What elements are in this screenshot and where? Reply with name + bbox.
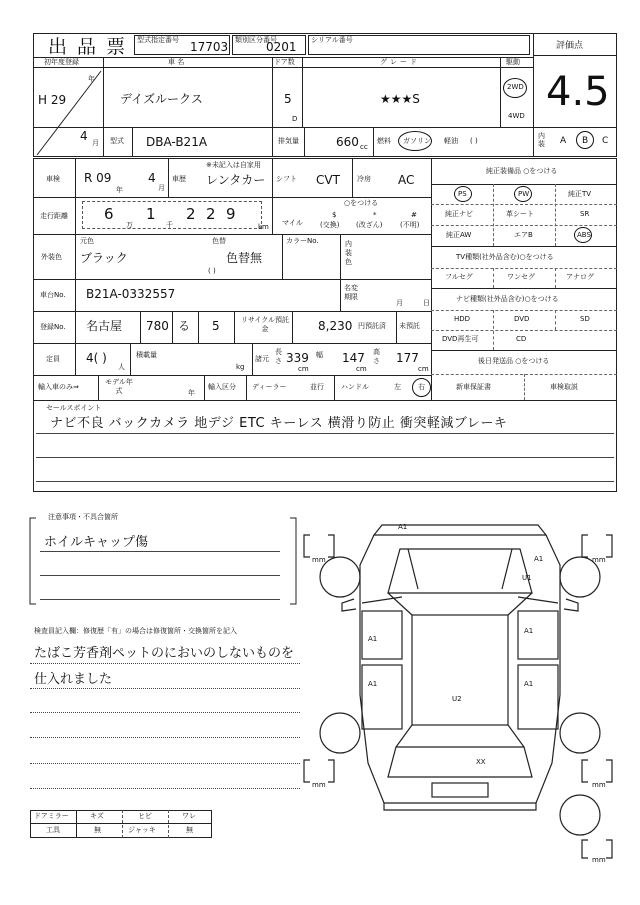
name-label: 車 名: [168, 58, 185, 66]
fuel-label: 燃料: [377, 137, 391, 145]
item-scratch: キズ: [90, 812, 104, 820]
ac-label: 冷房: [357, 175, 371, 183]
height-label: 高さ: [373, 348, 380, 365]
door-count: 5: [284, 92, 292, 106]
chassis-month: 月: [396, 299, 403, 307]
mileage-exchange: (交換): [320, 221, 340, 229]
item-crack: ヒビ: [138, 812, 152, 820]
fuel-gasoline: ガソリン: [403, 137, 431, 145]
ship-title: 後日発送品 ○をつける: [478, 357, 550, 365]
history-note: ※未記入は自家用: [206, 161, 261, 169]
mileage-man: 万: [126, 221, 133, 229]
score-label: 評価点: [556, 41, 584, 51]
doors-label: ドア数: [274, 58, 295, 66]
form-title: 出 品 票: [48, 36, 128, 58]
capacity-label: 定員: [46, 355, 60, 363]
interior-c: C: [602, 136, 609, 146]
mm-rear-left: mm: [312, 781, 326, 789]
equip-ps: PS: [458, 190, 467, 198]
model-spec-label: 型式指定番号: [137, 36, 179, 44]
mm-front-left: mm: [312, 556, 326, 564]
interior-label: 内装: [538, 132, 545, 148]
handle-right: 右: [418, 383, 425, 391]
tv-oneseg: ワンセグ: [507, 273, 535, 281]
model-label: 型式: [110, 137, 124, 145]
cc-unit: cc: [360, 143, 368, 151]
first-reg-label: 初年度登録: [44, 58, 79, 66]
tv-fullseg: フルセグ: [445, 273, 473, 281]
color-no-label: カラーNo.: [286, 237, 319, 245]
navi-dvd: DVD: [514, 315, 530, 323]
mileage-dollar: $: [332, 211, 337, 219]
item-tools-none: 無: [94, 826, 101, 834]
dealer-option: ディーラー: [252, 383, 287, 391]
mark-xx: XX: [476, 758, 486, 766]
equip-aw: 純正AW: [446, 231, 472, 239]
mark-a1-right-fender: A1: [534, 555, 544, 563]
handle-left: 左: [394, 383, 401, 391]
len-cm: cm: [298, 365, 309, 373]
mileage-unknown: (不明): [400, 221, 420, 229]
handle-right-circle: [412, 378, 431, 397]
item-jack: ジャッキ: [128, 826, 156, 834]
model-year-label: モデル年式: [105, 378, 133, 395]
mileage-km: km: [258, 223, 269, 231]
height-value: 177: [396, 351, 419, 365]
mileage-star: *: [373, 211, 377, 219]
fuel-gasoline-circle: [398, 131, 432, 151]
mileage-d1: 6: [104, 205, 114, 223]
reg-area: 名古屋: [86, 319, 123, 333]
mileage-d2: 1: [146, 205, 156, 223]
name-change-label: 名変期限: [344, 284, 358, 301]
inspection-month: 4: [148, 171, 156, 185]
equip-tv: 純正TV: [568, 190, 592, 198]
sales-label: セールスポイント: [46, 404, 102, 412]
inspection-year-unit: 年: [116, 186, 123, 194]
mileage-mile: マイル: [282, 219, 303, 227]
mark-a1-right-front: A1: [524, 627, 534, 635]
change-value: 色替無: [226, 251, 263, 265]
recycle-label: リサイクル預託金: [240, 316, 290, 333]
reg-number: 5: [212, 319, 220, 333]
mileage-hash: #: [411, 211, 417, 219]
import-year-unit: 年: [188, 389, 195, 397]
change-paren: ( ): [208, 267, 216, 275]
dim-label: 諸元: [255, 355, 269, 363]
equip-ps-circle: [454, 186, 472, 202]
interior-a: A: [560, 136, 567, 146]
inspector-line1: たばこ芳香剤ペットのにおいのしないものを: [34, 646, 295, 661]
month-unit: 月: [92, 139, 99, 147]
car-diagram: [300, 505, 620, 870]
item-mirror: ドアミラー: [34, 812, 69, 820]
registration-label: 登録No.: [40, 323, 66, 331]
parallel-option: 並行: [310, 383, 324, 391]
first-reg-year: H 29: [38, 93, 67, 107]
ship-manual: 車検取説: [550, 383, 578, 391]
width-cm: cm: [356, 365, 367, 373]
color-label: 外装色: [41, 253, 62, 261]
model-spec-no: 17703: [190, 40, 229, 54]
equip-leather: 革シート: [506, 210, 534, 218]
import-label: 輸入車のみ⇒: [38, 383, 79, 391]
height-cm: cm: [418, 365, 429, 373]
mark-u2: U2: [452, 695, 462, 703]
fuel-diesel: 軽油: [444, 137, 458, 145]
year-unit: 年: [88, 75, 95, 83]
ac-value: AC: [398, 173, 415, 187]
reg-class: 780: [146, 319, 169, 333]
interior-b: B: [582, 136, 589, 146]
mileage-d3: 2: [186, 205, 196, 223]
drive-2wd-circle: [503, 78, 527, 98]
chassis-value: B21A-0332557: [86, 287, 176, 301]
interior-b-circle: [576, 131, 594, 149]
mm-front-right: mm: [592, 556, 606, 564]
inspection-era: R 09: [84, 171, 112, 185]
reg-kana: る: [178, 319, 191, 333]
navi-sd: SD: [580, 315, 590, 323]
orig-color-value: ブラック: [80, 251, 128, 265]
history-value: レンタカー: [206, 173, 266, 187]
displacement-label: 排気量: [278, 137, 299, 145]
mileage-tampered: (改ざん): [356, 221, 383, 229]
inspection-label: 車検: [46, 175, 60, 183]
door-type: D: [292, 115, 298, 123]
displacement-value: 660: [336, 135, 359, 149]
equip-airbag: エアB: [514, 231, 533, 239]
navi-title: ナビ種類(社外品含む)○をつける: [456, 295, 559, 303]
navi-cd: CD: [516, 335, 527, 343]
mileage-d4: 2: [206, 205, 216, 223]
notes-line1: ホイルキャップ傷: [44, 535, 149, 550]
shift-value: CVT: [316, 173, 340, 187]
item-break: ワレ: [182, 812, 196, 820]
history-label: 車歴: [172, 175, 186, 183]
mileage-label: 走行距離: [40, 212, 68, 220]
class-no: 0201: [266, 40, 297, 54]
mark-a1-left-front: A1: [368, 635, 378, 643]
width-label: 幅: [316, 351, 323, 359]
orig-color-label: 元色: [80, 237, 94, 245]
capacity-unit: 人: [118, 363, 125, 371]
shift-label: シフト: [276, 175, 297, 183]
fuel-paren: ( ): [470, 137, 478, 145]
notes-label: 注意事項・不具合箇所: [48, 513, 118, 521]
inspector-label: 検査員記入欄：修復歴「有」の場合は修復箇所・交換箇所を記入: [34, 627, 237, 635]
grade-label: グレード: [380, 58, 420, 66]
equip-pw: PW: [518, 190, 530, 198]
model-value: DBA-B21A: [146, 135, 208, 149]
tv-analog: アナログ: [566, 273, 594, 281]
serial-label: シリアル番号: [311, 36, 353, 44]
grade-value: ★★★S: [380, 92, 420, 106]
equip-title: 純正装備品 ○をつける: [486, 167, 558, 175]
item-jack-none: 無: [186, 826, 193, 834]
import-class-label: 輸入区分: [208, 383, 236, 391]
inspection-month-unit: 月: [158, 184, 165, 192]
load-label: 積載量: [136, 351, 157, 359]
score-value: 4.5: [546, 69, 610, 115]
class-label: 類別区分番号: [235, 36, 277, 44]
equip-navi: 純正ナビ: [445, 210, 473, 218]
tv-title: TV種類(社外品含む)○をつける: [456, 253, 554, 261]
load-unit: kg: [236, 363, 245, 371]
inspector-line2: 仕入れました: [34, 672, 113, 687]
interior-color-label: 内装色: [345, 240, 352, 266]
equip-pw-circle: [514, 186, 532, 202]
chassis-label: 車台No.: [40, 291, 66, 299]
len-value: 339: [286, 351, 309, 365]
navi-dvd-play: DVD再生可: [442, 335, 479, 343]
drive-label: 駆動: [506, 58, 520, 66]
drive-2wd: 2WD: [507, 83, 524, 91]
mileage-d5: 9: [226, 205, 236, 223]
recycle-value: 8,230: [318, 319, 353, 333]
mark-a1-left-rear: A1: [368, 680, 378, 688]
ship-warranty: 新車保証書: [456, 383, 491, 391]
sales-text: ナビ不良 バックカメラ 地デジ ETC キーレス 横滑り防止 衝突軽減ブレーキ: [50, 416, 508, 431]
recycle-status: 未預託: [399, 322, 420, 330]
mark-a1-right-rear: A1: [524, 680, 534, 688]
capacity-value: 4( ): [86, 351, 107, 365]
chassis-day: 日: [423, 299, 430, 307]
mm-rear-right: mm: [592, 781, 606, 789]
item-tools: 工具: [46, 826, 60, 834]
mm-spare: mm: [592, 856, 606, 864]
first-reg-month: 4: [80, 129, 88, 143]
len-label: 長さ: [275, 348, 282, 365]
mileage-sen: 千: [166, 221, 173, 229]
drive-4wd: 4WD: [508, 112, 525, 120]
recycle-unit: 円預託済: [358, 322, 386, 330]
mark-u1: U1: [522, 574, 532, 582]
equip-abs: ABS: [577, 231, 591, 239]
width-value: 147: [342, 351, 365, 365]
equip-sr: SR: [580, 210, 590, 218]
car-name: デイズルークス: [120, 92, 203, 106]
mark-a1-top: A1: [398, 523, 408, 531]
change-label: 色替: [212, 237, 226, 245]
navi-hdd: HDD: [454, 315, 471, 323]
equip-abs-circle: [574, 227, 592, 243]
handle-label: ハンドル: [341, 383, 369, 391]
notes-bracket: [28, 513, 300, 608]
mileage-note: ○をつける: [344, 199, 379, 207]
